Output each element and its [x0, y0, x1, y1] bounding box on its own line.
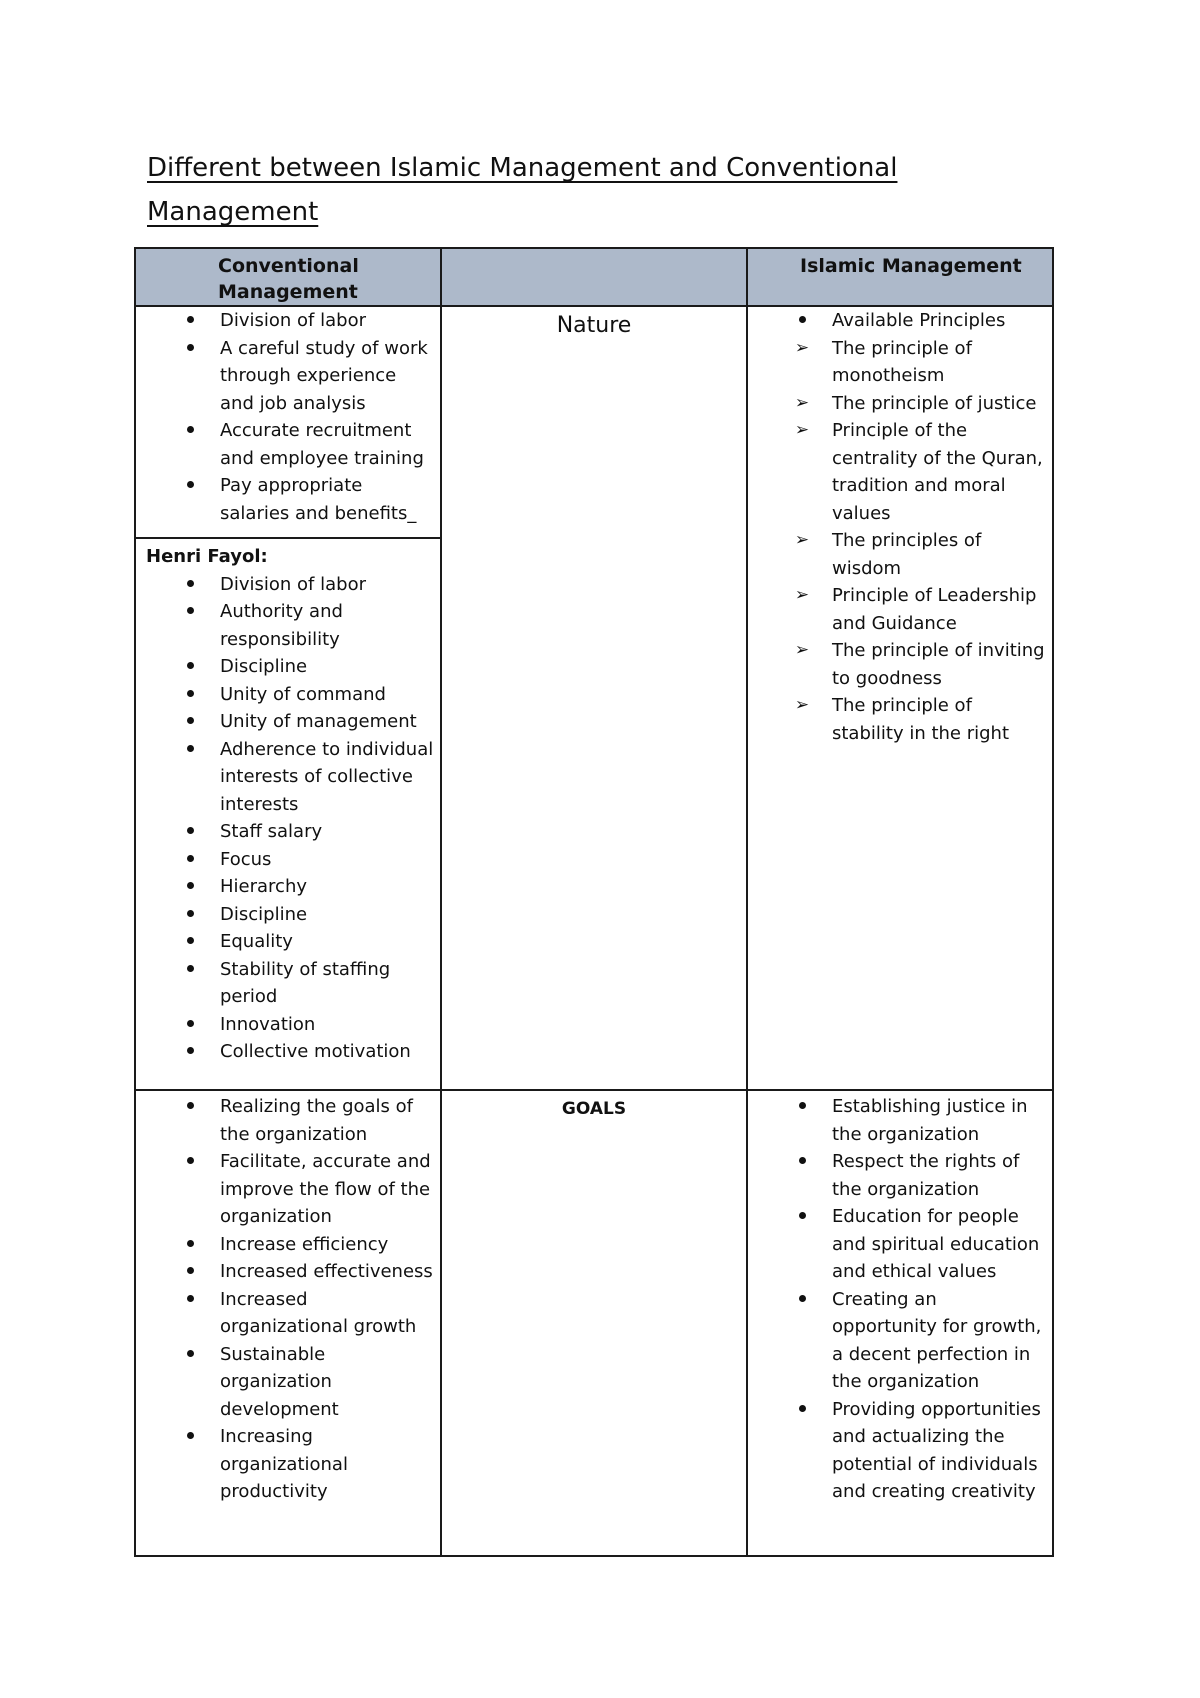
list-item — [136, 681, 440, 709]
list-item-text: The principle of justice — [832, 392, 1037, 414]
header-islamic: Islamic Management — [747, 248, 1053, 306]
dot-bullet-icon — [182, 653, 198, 681]
list-item — [136, 1093, 440, 1148]
list-item-text: Available Principles — [832, 310, 1006, 331]
nature-row — [135, 306, 1053, 1090]
list-item-text: The principle of stability in the right — [832, 695, 1010, 744]
list-item-text: Creating an opportunity for growth, a decent perfection in the organization — [832, 1288, 1042, 1392]
dot-bullet-icon — [182, 335, 198, 363]
list-item-text: The principles of wisdom — [832, 530, 982, 579]
list-item — [748, 1148, 1052, 1203]
list-item-text: Stability of staffing period — [220, 958, 391, 1007]
list-item — [136, 1258, 440, 1286]
list-item-text: Accurate recruitment and employee training — [220, 420, 424, 469]
arrow-bullet-icon: ➢ — [794, 585, 810, 605]
list-item-text: Realizing the goals of the organization — [220, 1096, 413, 1145]
list-item — [136, 417, 440, 472]
list-item — [136, 1341, 440, 1424]
list-item-text: Facilitate, accurate and improve the flow of the organization — [220, 1151, 431, 1227]
goals-label-cell — [441, 1090, 747, 1556]
list-item-text: Respect the rights of the organization — [832, 1151, 1020, 1200]
list-item-text: A careful study of work through experience and job analysis — [220, 337, 428, 414]
dot-bullet-icon — [182, 846, 198, 874]
list-item — [136, 598, 440, 653]
dot-bullet-icon — [182, 571, 198, 599]
list-item — [136, 846, 440, 874]
nature-label-cell — [441, 306, 747, 1090]
dot-bullet-icon — [794, 1203, 810, 1231]
arrow-bullet-icon: ➢ — [794, 337, 810, 358]
list-item — [748, 692, 1052, 747]
list-item — [136, 1011, 440, 1039]
list-item-text: The principle of inviting to goodness — [832, 640, 1045, 689]
dot-bullet-icon — [182, 1286, 198, 1314]
list-item — [136, 1423, 440, 1506]
list-item — [136, 818, 440, 846]
fayol-section — [136, 537, 440, 1066]
dot-bullet-icon — [182, 928, 198, 956]
list-item — [136, 1286, 440, 1341]
list-item — [748, 1286, 1052, 1396]
conventional-goals-list — [136, 1093, 440, 1506]
islamic-nature-list — [748, 307, 1052, 747]
dot-bullet-icon — [182, 681, 198, 709]
goals-islamic-cell — [747, 1090, 1053, 1556]
goals-label: GOALS — [561, 1099, 627, 1119]
list-item-text: Education for people and spiritual education and ethical values — [832, 1206, 1040, 1282]
fayol-list — [136, 571, 440, 1066]
dot-bullet-icon — [182, 1038, 198, 1066]
list-item — [136, 571, 440, 599]
list-item-text: Increased effectiveness — [220, 1261, 433, 1282]
list-item-text: Innovation — [220, 1013, 316, 1035]
list-item-text: Unity of management — [220, 711, 417, 732]
dot-bullet-icon — [182, 1148, 198, 1176]
arrow-bullet-icon: ➢ — [794, 420, 810, 440]
list-item — [748, 1093, 1052, 1148]
dot-bullet-icon — [794, 307, 810, 335]
conventional-nature-list — [136, 307, 440, 527]
dot-bullet-icon — [182, 901, 198, 929]
list-item-text: Unity of command — [220, 683, 386, 705]
dot-bullet-icon — [182, 708, 198, 736]
comparison-table — [134, 247, 1054, 1557]
dot-bullet-icon — [182, 818, 198, 846]
list-item-text: Increased organizational growth — [220, 1288, 417, 1337]
islamic-goals-list — [748, 1093, 1052, 1506]
header-middle — [441, 248, 747, 306]
list-item-text: Principle of the centrality of the Quran, tradition and moral values — [832, 420, 1043, 524]
dot-bullet-icon — [182, 1093, 198, 1121]
list-item — [748, 390, 1052, 418]
goals-row — [135, 1090, 1053, 1556]
list-item — [136, 307, 440, 335]
list-item — [748, 637, 1052, 692]
arrow-bullet-icon: ➢ — [794, 530, 810, 550]
list-item — [748, 417, 1052, 527]
list-item-text: Increase efficiency — [220, 1233, 389, 1255]
dot-bullet-icon — [182, 1341, 198, 1369]
dot-bullet-icon — [794, 1148, 810, 1176]
dot-bullet-icon — [182, 598, 198, 626]
dot-bullet-icon — [182, 417, 198, 445]
dot-bullet-icon — [182, 1011, 198, 1039]
list-item-text: Hierarchy — [220, 876, 308, 897]
list-item — [136, 653, 440, 681]
nature-conventional-cell — [135, 306, 441, 1090]
list-item — [136, 472, 440, 527]
list-item — [136, 1231, 440, 1259]
list-item-text: Discipline — [220, 903, 308, 925]
list-item-text: Providing opportunities and actualizing the potential of individuals and creating creativity — [832, 1398, 1041, 1502]
list-item-text: Discipline — [220, 656, 308, 677]
list-item — [136, 708, 440, 736]
dot-bullet-icon — [182, 956, 198, 984]
list-item-text: Division of labor — [220, 310, 366, 331]
list-item — [748, 1396, 1052, 1506]
list-item-text: Focus — [220, 848, 272, 870]
dot-bullet-icon — [794, 1286, 810, 1314]
list-item-text: Staff salary — [220, 821, 323, 842]
dot-bullet-icon — [182, 1258, 198, 1286]
list-item-text: Principle of Leadership and Guidance — [832, 585, 1037, 634]
dot-bullet-icon — [182, 736, 198, 764]
list-item — [136, 901, 440, 929]
list-item — [748, 527, 1052, 582]
list-item — [136, 956, 440, 1011]
list-item-text: Adherence to individual interests of collective interests — [220, 738, 434, 815]
nature-islamic-cell — [747, 306, 1053, 1090]
list-item-text: Division of labor — [220, 573, 366, 595]
list-item — [136, 335, 440, 418]
dot-bullet-icon — [794, 1093, 810, 1121]
list-item-text: Pay appropriate salaries and benefits_ — [220, 475, 417, 524]
nature-label: Nature — [556, 313, 632, 338]
dot-bullet-icon — [182, 1231, 198, 1259]
dot-bullet-icon — [182, 307, 198, 335]
list-item — [748, 582, 1052, 637]
list-item-text: Collective motivation — [220, 1041, 411, 1062]
list-item — [748, 307, 1052, 335]
arrow-bullet-icon: ➢ — [794, 640, 810, 660]
dot-bullet-icon — [182, 873, 198, 901]
list-item-text: Increasing organizational productivity — [220, 1426, 348, 1502]
list-item-text: The principle of monotheism — [832, 337, 972, 386]
arrow-bullet-icon: ➢ — [794, 695, 810, 715]
dot-bullet-icon — [182, 1423, 198, 1451]
header-row — [135, 248, 1053, 306]
list-item-text: Establishing justice in the organization — [832, 1096, 1028, 1145]
list-item — [748, 1203, 1052, 1286]
list-item-text: Equality — [220, 931, 293, 952]
list-item — [136, 736, 440, 819]
fayol-heading: Henri Fayol: — [146, 546, 268, 567]
list-item — [136, 1148, 440, 1231]
list-item-text: Sustainable organization development — [220, 1343, 339, 1420]
list-item — [136, 873, 440, 901]
dot-bullet-icon — [794, 1396, 810, 1424]
list-item — [136, 928, 440, 956]
list-item — [136, 1038, 440, 1066]
list-item — [748, 335, 1052, 390]
dot-bullet-icon — [182, 472, 198, 500]
header-conventional: Conventional Management — [135, 248, 441, 306]
page-title: Different between Islamic Management and Conventional Management — [147, 153, 898, 227]
arrow-bullet-icon: ➢ — [794, 392, 810, 413]
list-item-text: Authority and responsibility — [220, 601, 343, 650]
goals-conventional-cell — [135, 1090, 441, 1556]
